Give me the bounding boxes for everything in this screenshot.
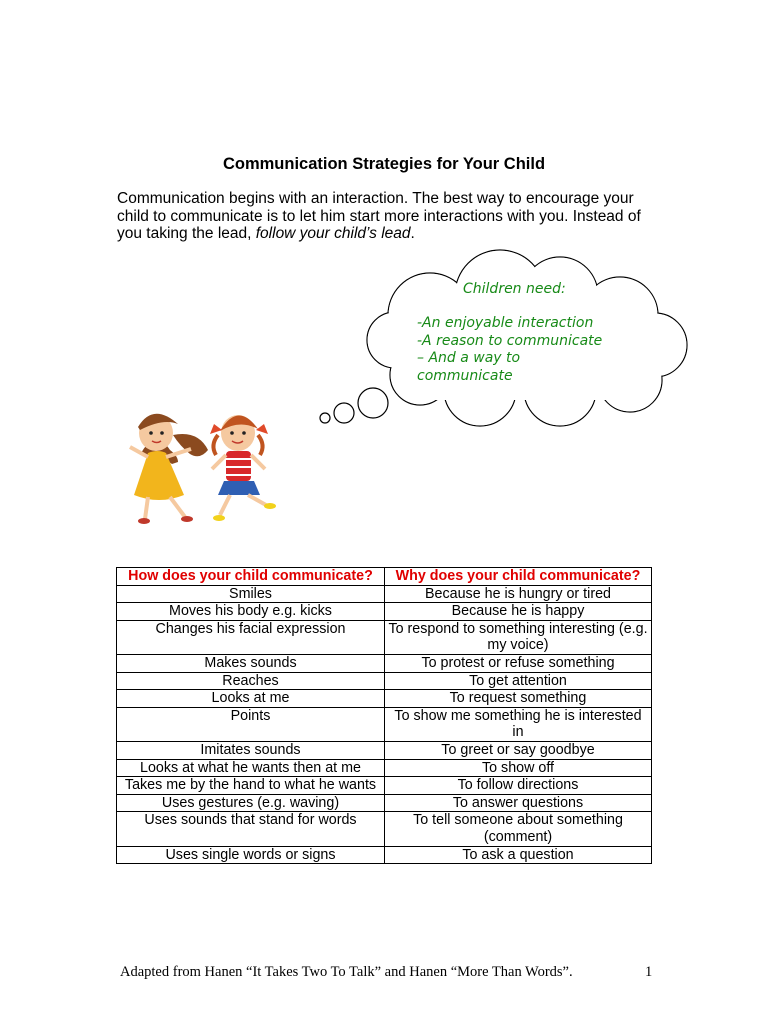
girl-yellow-dress (130, 414, 208, 524)
how-cell: Points (117, 707, 385, 741)
table-header-row (117, 568, 652, 586)
header-why: Why does your child communicate? (385, 568, 652, 586)
why-cell: Because he is hungry or tired (385, 585, 652, 603)
cloud-line: – And a way to (417, 350, 521, 367)
why-cell: To follow directions (385, 777, 652, 795)
why-cell: Because he is happy (385, 603, 652, 621)
why-cell: To protest or refuse something (385, 654, 652, 672)
cloud-text (417, 281, 647, 385)
table-row (117, 620, 652, 654)
table-row (117, 777, 652, 795)
page-number: 1 (645, 964, 653, 980)
table-row (117, 603, 652, 621)
how-cell: Imitates sounds (117, 741, 385, 759)
how-cell: Uses single words or signs (117, 846, 385, 864)
why-cell: To answer questions (385, 794, 652, 812)
intro-text: Communication begins with an interaction. The best way to encourage your child to communicate is to let him start more interactions with you. Instead of you taking the lead, (117, 190, 641, 242)
why-cell: To tell someone about something (comment) (385, 812, 652, 846)
cloud-line: -A reason to communicate (417, 332, 603, 349)
table-row (117, 759, 652, 777)
girl-red-shirt (210, 415, 276, 521)
table-row (117, 846, 652, 864)
table-row (117, 812, 652, 846)
how-cell: Reaches (117, 672, 385, 690)
table-row (117, 794, 652, 812)
table-row (117, 741, 652, 759)
intro-end: . (410, 225, 415, 242)
footer-citation: Adapted from Hanen “It Takes Two To Talk” and Hanen “More Than Words”. (120, 964, 573, 980)
table-row (117, 672, 652, 690)
why-cell: To get attention (385, 672, 652, 690)
header-how: How does your child communicate? (117, 568, 385, 586)
how-cell: Looks at what he wants then at me (117, 759, 385, 777)
table-row (117, 654, 652, 672)
cloud-line: -An enjoyable interaction (417, 315, 594, 332)
cloud-heading: Children need: (463, 281, 566, 297)
cloud-line: communicate (417, 367, 513, 384)
page-title: Communication Strategies for Your Child (222, 155, 546, 173)
how-cell: Uses gestures (e.g. waving) (117, 794, 385, 812)
how-cell: Takes me by the hand to what he wants (117, 777, 385, 795)
intro-paragraph (117, 190, 657, 243)
why-cell: To request something (385, 690, 652, 708)
why-cell: To greet or say goodbye (385, 741, 652, 759)
why-cell: To show me something he is interested in (385, 707, 652, 741)
why-cell: To show off (385, 759, 652, 777)
communication-table (116, 567, 652, 864)
children-illustration (118, 395, 318, 535)
how-cell: Makes sounds (117, 654, 385, 672)
table-row (117, 690, 652, 708)
table-row (117, 707, 652, 741)
how-cell: Changes his facial expression (117, 620, 385, 654)
why-cell: To respond to something interesting (e.g. my voice) (385, 620, 652, 654)
why-cell: To ask a question (385, 846, 652, 864)
how-cell: Looks at me (117, 690, 385, 708)
how-cell: Uses sounds that stand for words (117, 812, 385, 846)
how-cell: Smiles (117, 585, 385, 603)
intro-emphasis: follow your child’s lead (255, 225, 411, 242)
how-cell: Moves his body e.g. kicks (117, 603, 385, 621)
table-row (117, 585, 652, 603)
